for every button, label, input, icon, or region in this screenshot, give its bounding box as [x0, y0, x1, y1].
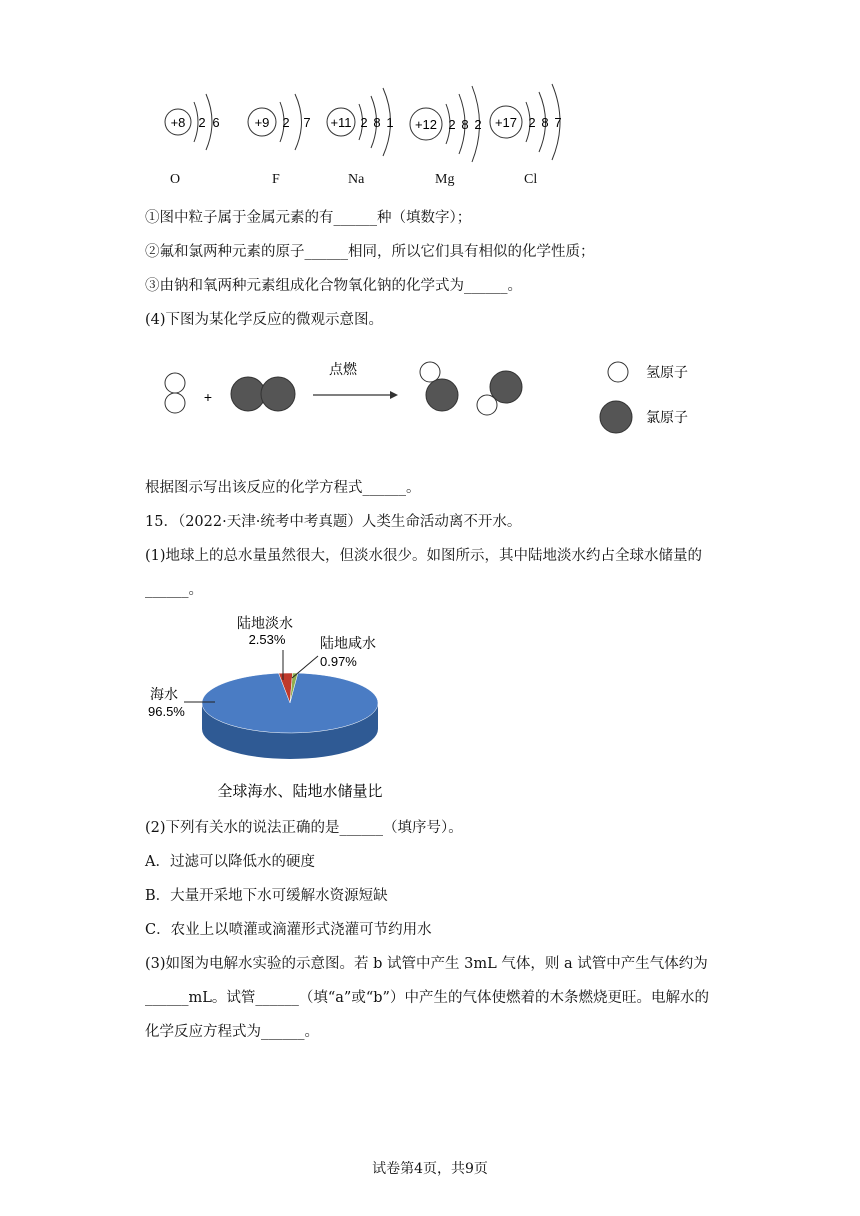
pie-value-fresh: 2.53% [248, 632, 286, 647]
reaction-diagram [150, 350, 710, 450]
pie-value-sea: 96.5% [148, 704, 185, 719]
atom-symbol-mg: Mg [435, 172, 455, 187]
chlorine-molecule [231, 377, 295, 411]
question-item-1: ①图中粒子属于金属元素的有______种（填数字）； [145, 210, 472, 226]
shell-electrons: 1 [386, 115, 394, 130]
question-item-3: ③由钠和氧两种元素组成化合物氧化钠的化学式为______。 [145, 278, 522, 294]
pie-caption: 全球海水、陆地水储量比 [217, 783, 383, 800]
atom-magnesium [410, 86, 482, 162]
option-c: C．农业上以喷灌或滴灌形式浇灌可节约用水 [145, 922, 432, 938]
shell-electrons: 2 [282, 115, 290, 130]
atom-symbol-f: F [272, 172, 280, 187]
pie-label-fresh: 陆地淡水 [237, 615, 293, 631]
option-a: A．过滤可以降低水的硬度 [145, 854, 315, 870]
nucleus-charge: +12 [414, 117, 438, 132]
legend-chlorine-label: 氯原子 [646, 409, 688, 425]
legend-hydrogen-label: 氢原子 [646, 364, 688, 380]
atom-symbol-cl: Cl [524, 172, 538, 187]
nucleus-charge: +9 [254, 115, 270, 130]
atom-sodium [327, 88, 394, 156]
reaction-condition: 点燃 [329, 361, 357, 377]
question-4-answer-line: 根据图示写出该反应的化学方程式______。 [145, 480, 421, 496]
nucleus-charge: +11 [330, 115, 352, 130]
question-15-part3-line2: ______mL。试管______（填“a”或“b”）中产生的气体使燃着的木条燃烧更旺。电解水的 [145, 990, 709, 1006]
atom-symbol-na: Na [348, 172, 365, 187]
shell-electrons: 7 [303, 115, 311, 130]
atom-fluorine [248, 94, 311, 150]
atom-chlorine [490, 84, 562, 160]
pie-marks [202, 673, 378, 759]
water-pie-chart [140, 608, 410, 808]
pie-label-sea: 海水 [150, 686, 178, 702]
shell-electrons: 8 [541, 115, 549, 130]
atom-oxygen [165, 94, 220, 150]
page-footer: 试卷第4页，共9页 [372, 1161, 488, 1177]
reaction-arrow [313, 391, 398, 399]
shell-electrons: 2 [528, 115, 536, 130]
shell-electrons: 2 [360, 115, 368, 130]
legend-hydrogen [608, 362, 688, 382]
shell-electrons: 2 [474, 117, 482, 132]
question-15-part2: (2)下列有关水的说法正确的是______（填序号）。 [145, 820, 463, 836]
question-15-part1-line2: ______。 [145, 582, 203, 598]
hcl-molecule-1 [420, 362, 458, 411]
question-item-2: ②氟和氯两种元素的原子______相同，所以它们具有相似的化学性质； [145, 244, 595, 260]
hydrogen-molecule [165, 373, 185, 413]
nucleus-charge: +17 [494, 115, 518, 130]
pie-label-salty: 陆地咸水 [320, 635, 376, 651]
question-4-title: (4)下图为某化学反应的微观示意图。 [145, 312, 384, 328]
shell-electrons: 8 [373, 115, 381, 130]
question-15-part3-line3: 化学反应方程式为______。 [145, 1024, 319, 1040]
hcl-molecule-2 [477, 371, 522, 415]
shell-electrons: 8 [461, 117, 469, 132]
question-15-part3-line1: (3)如图为电解水实验的示意图。若 b 试管中产生 3mL 气体，则 a 试管中产生气体约为 [145, 956, 708, 972]
legend-chlorine [600, 401, 688, 433]
plus-sign: + [203, 389, 213, 405]
atom-symbol-o: O [170, 172, 181, 187]
option-b: B．大量开采地下水可缓解水资源短缺 [145, 888, 388, 904]
shell-electrons: 2 [198, 115, 206, 130]
pie-value-salty: 0.97% [320, 654, 357, 669]
shell-electrons: 6 [212, 115, 220, 130]
nucleus-charge: +8 [170, 115, 186, 130]
question-15-part1-line1: (1)地球上的总水量虽然很大，但淡水很少。如图所示，其中陆地淡水约占全球水储量的 [145, 548, 703, 564]
question-15-header: 15．（2022·天津·统考中考真题）人类生命活动离不开水。 [145, 514, 522, 530]
shell-electrons: 7 [554, 115, 562, 130]
shell-electrons: 2 [448, 117, 456, 132]
atomic-structure-diagram [150, 80, 590, 170]
